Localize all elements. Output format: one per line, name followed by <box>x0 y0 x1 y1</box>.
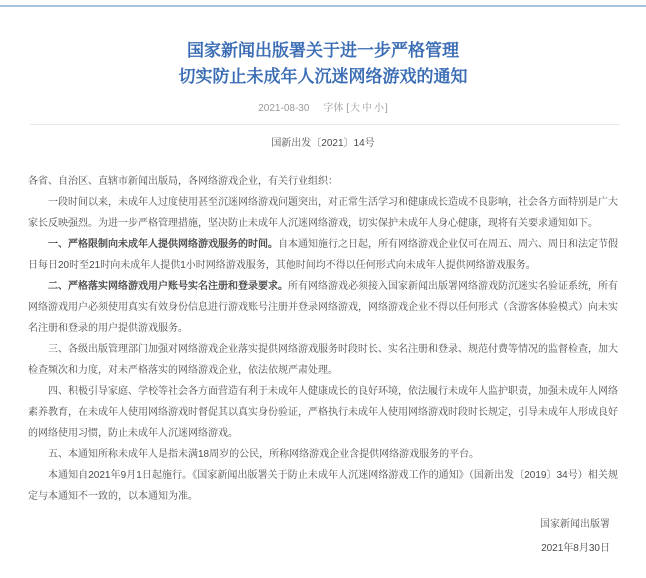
font-size-small-link[interactable]: 小 <box>373 103 384 114</box>
paragraph-lead: 二、严格落实网络游戏用户账号实名注册和登录要求。 <box>48 281 288 292</box>
signature-org: 国家新闻出版署 <box>540 519 610 530</box>
title-line-2: 切实防止未成年人沉迷网络游戏的通知 <box>178 67 468 86</box>
paragraph-text: 各省、自治区、直辖市新闻出版局，各网络游戏企业，有关行业组织： <box>28 176 338 187</box>
paragraph-lead: 一、严格限制向未成年人提供网络游戏服务的时间。 <box>48 239 278 250</box>
item-2-paragraph <box>28 276 618 339</box>
paragraph-text: 自本通知施行之日起，所有网络游戏企业仅可在周五、周六、周日和法定节假日每日20时至21时向未成年人提供1小时网络游戏服务，其他时间均不得以任何形式向未成年人提供网络游戏服务。 <box>28 239 618 271</box>
effective-date-paragraph <box>28 465 618 507</box>
header-divider <box>30 124 620 125</box>
doc-number: 国新出发〔2021〕14号 <box>271 138 375 149</box>
signature-block <box>0 513 646 561</box>
paragraph-text: 四、积极引导家庭、学校等社会各方面营造有利于未成年人健康成长的良好环境，依法履行未成年人监护职责，加强未成年人网络素养教育，在未成年人使用网络游戏时督促其以真实身份验证，严格执行未成年人使用网络游戏时段时长规定，引导未成年人形成良好的网络使用习惯，防止未成年人沉迷网络游戏。 <box>28 386 618 439</box>
font-size-medium-link[interactable]: 中 <box>361 103 372 114</box>
signature-date: 2021年8月30日 <box>541 543 610 554</box>
notice-body <box>28 171 618 507</box>
title-line-1: 国家新闻出版署关于进一步严格管理 <box>187 41 459 60</box>
paragraph-text: 三、各级出版管理部门加强对网络游戏企业落实提供网络游戏服务时段时长、实名注册和登录、规范付费等情况的监督检查，加大检查频次和力度，对未严格落实的网络游戏企业，依法依规严肃处理。 <box>28 344 618 376</box>
publish-date: 2021-08-30 <box>258 103 310 114</box>
salutation-paragraph <box>28 171 618 192</box>
font-size-bracket-close: ] <box>384 103 388 114</box>
paragraph-text: 一段时间以来，未成年人过度使用甚至沉迷网络游戏问题突出，对正常生活学习和健康成长造成不良影响，社会各方面特别是广大家长反映强烈。为进一步严格管理措施，坚决防止未成年人沉迷网络游戏，切实保护未成年人身心健康，现将有关要求通知如下。 <box>28 197 618 229</box>
font-size-large-link[interactable]: 大 <box>349 103 360 114</box>
paragraph-text: 五、本通知所称未成年人是指未满18周岁的公民，所称网络游戏企业含提供网络游戏服务的平台。 <box>48 449 480 460</box>
item-5-paragraph <box>28 444 618 465</box>
item-4-paragraph <box>28 381 618 444</box>
font-size-bracket-open: [ <box>346 103 349 114</box>
top-accent-line <box>0 5 646 7</box>
meta-bar <box>0 102 646 116</box>
paragraph-text: 所有网络游戏必须接入国家新闻出版署网络游戏防沉迷实名验证系统，所有网络游戏用户必须使用真实有效身份信息进行游戏账号注册并登录网络游戏，网络游戏企业不得以任何形式（含游客体验模式）向未实名注册和登录的用户提供游戏服务。 <box>28 281 618 334</box>
font-size-label: 字体 <box>323 103 344 114</box>
page-title <box>40 38 606 90</box>
paragraph-text: 本通知自2021年9月1日起施行。《国家新闻出版署关于防止未成年人沉迷网络游戏工作的通知》（国新出发〔2019〕34号）相关规定与本通知不一致的，以本通知为准。 <box>28 470 618 502</box>
intro-paragraph <box>28 192 618 234</box>
item-3-paragraph <box>28 339 618 381</box>
item-1-paragraph <box>28 234 618 276</box>
